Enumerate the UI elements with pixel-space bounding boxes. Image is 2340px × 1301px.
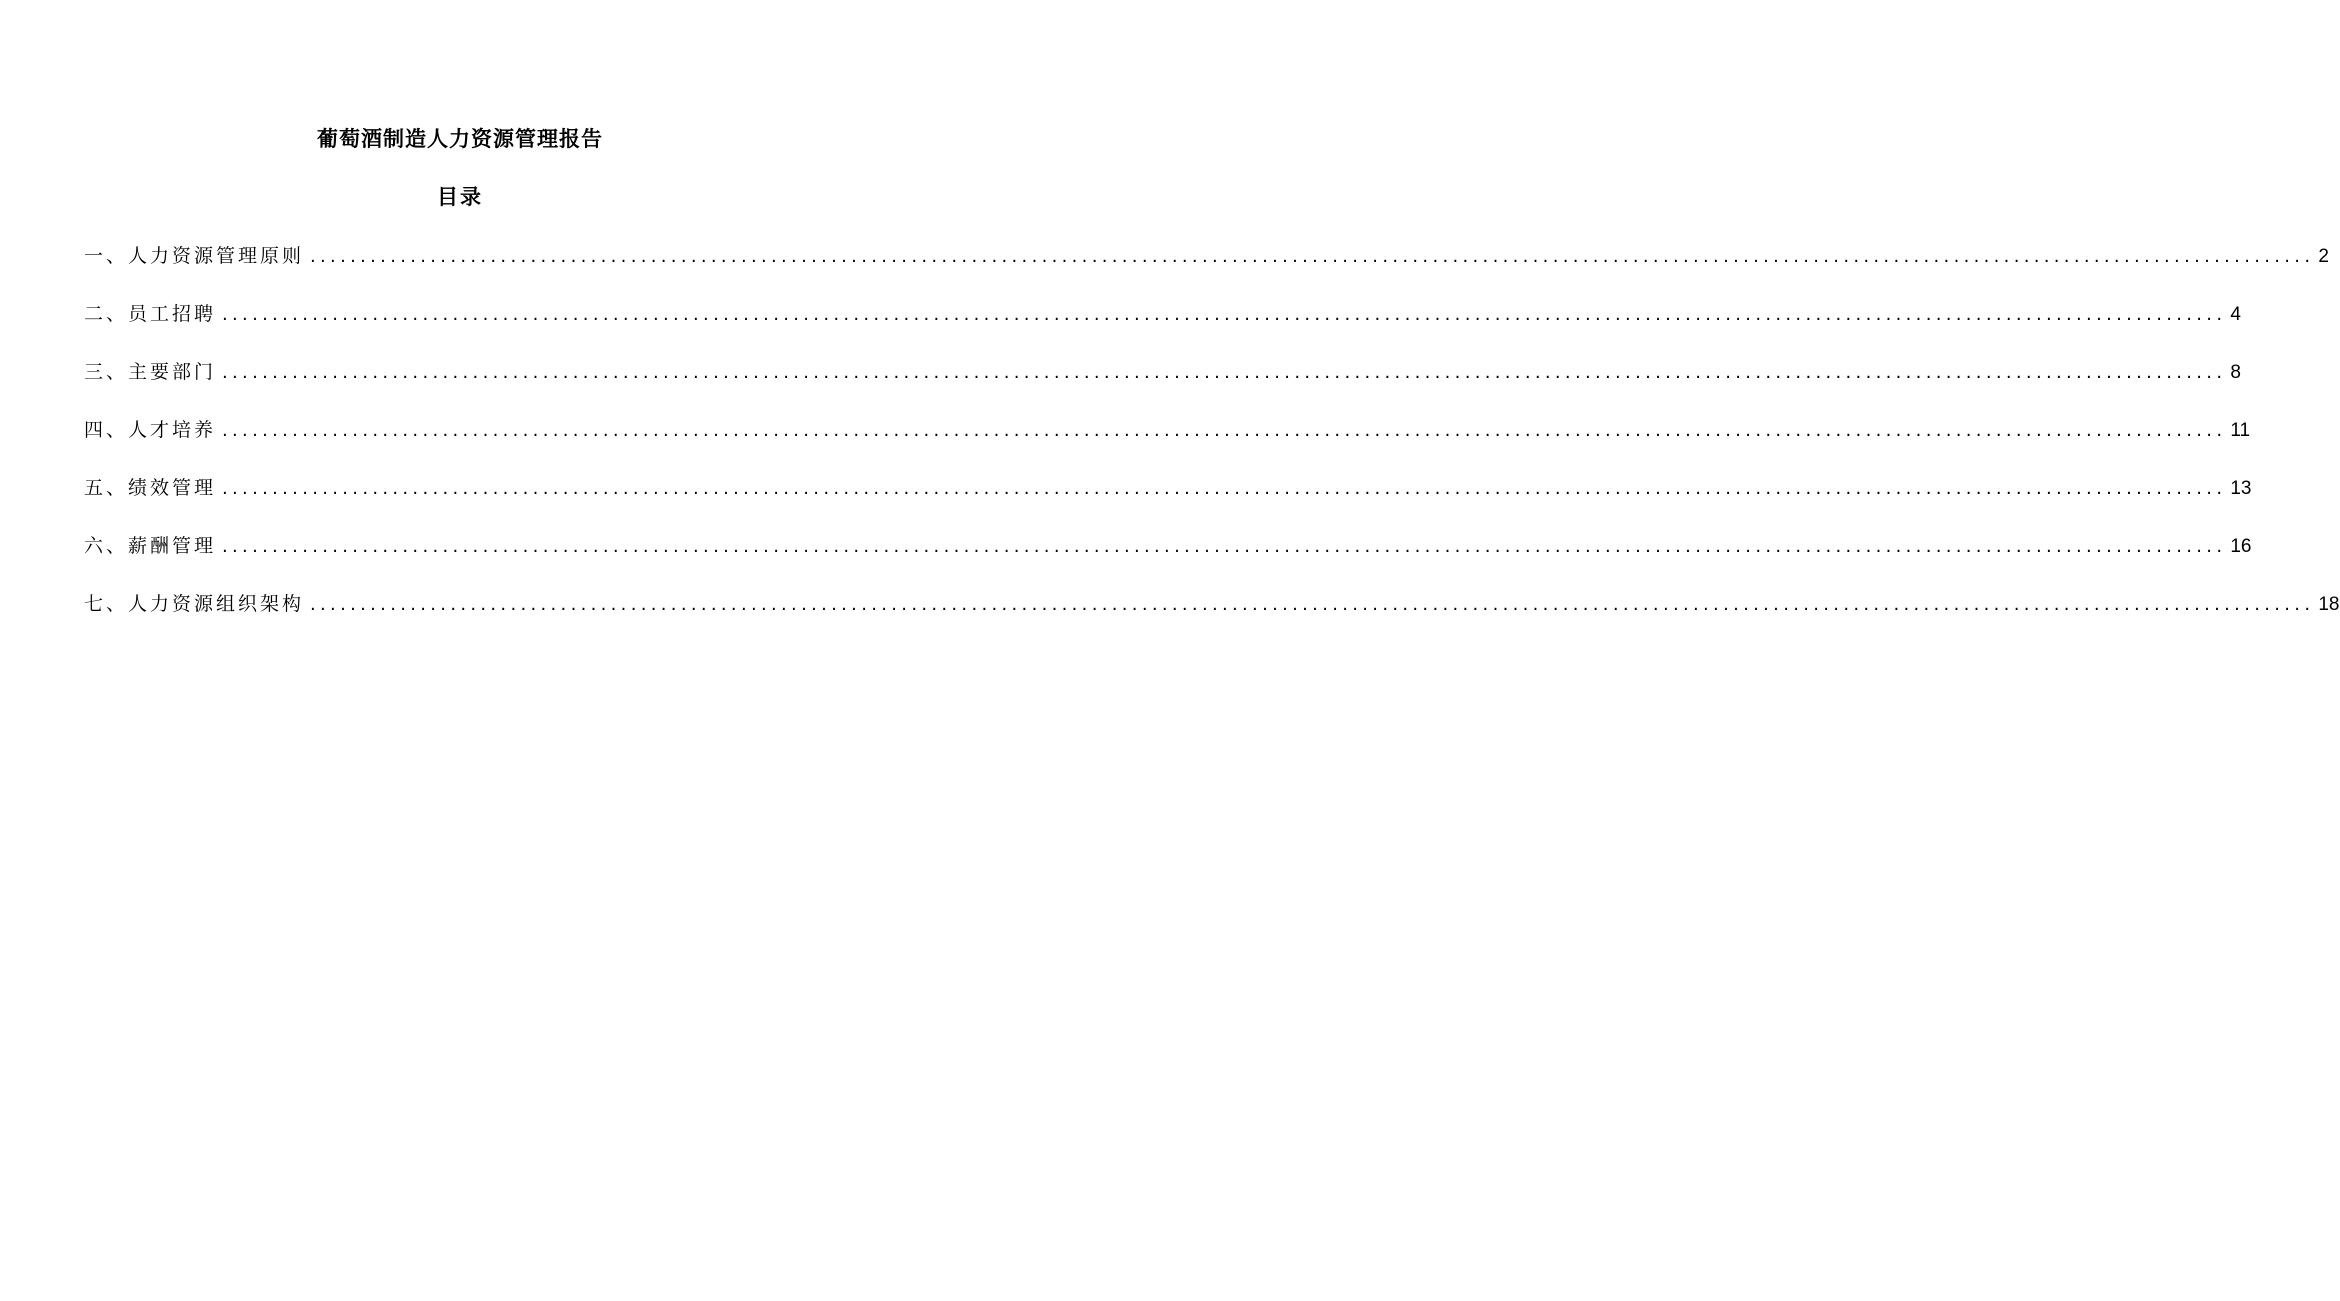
toc-entry-page-number: 16 (2230, 536, 2252, 557)
document-title: 葡萄酒制造人力资源管理报告 (317, 127, 603, 151)
toc-entry-page-number: 2 (2318, 246, 2329, 267)
toc-entry-1[interactable] (84, 240, 2329, 298)
toc-entry-page-number: 18 (2318, 594, 2340, 615)
dot-leader: ........................................................................................................................................................................................................ (222, 304, 2227, 325)
dot-leader: ........................................................................................................................................................................................................ (310, 594, 2315, 615)
toc-entry-label: 五、绩效管理 (84, 477, 217, 499)
toc-entry-page-number: 8 (2230, 362, 2241, 383)
dot-leader: ........................................................................................................................................................................................................ (222, 478, 2227, 499)
toc-entry-label: 三、主要部门 (84, 361, 217, 383)
table-of-contents (84, 240, 2340, 646)
toc-entry-page-number: 13 (2230, 478, 2252, 499)
toc-entry-label: 六、薪酬管理 (84, 535, 217, 557)
toc-entry-label: 七、人力资源组织架构 (84, 593, 305, 615)
toc-entry-page-number: 4 (2230, 304, 2241, 325)
dot-leader: ........................................................................................................................................................................................................ (310, 246, 2315, 267)
dot-leader: ........................................................................................................................................................................................................ (222, 536, 2227, 557)
toc-entry-page-number: 11 (2230, 420, 2251, 441)
toc-entry-7[interactable] (84, 588, 2340, 646)
toc-entry-label: 四、人才培养 (84, 419, 217, 441)
dot-leader: ........................................................................................................................................................................................................ (222, 362, 2227, 383)
toc-entry-3[interactable] (84, 356, 2241, 414)
dot-leader: ........................................................................................................................................................................................................ (222, 420, 2227, 441)
toc-entry-2[interactable] (84, 298, 2241, 356)
toc-entry-4[interactable] (84, 414, 2251, 472)
toc-entry-6[interactable] (84, 530, 2252, 588)
toc-heading: 目录 (437, 185, 483, 209)
toc-entry-label: 一、人力资源管理原则 (84, 245, 305, 267)
toc-entry-label: 二、员工招聘 (84, 303, 217, 325)
toc-entry-5[interactable] (84, 472, 2252, 530)
